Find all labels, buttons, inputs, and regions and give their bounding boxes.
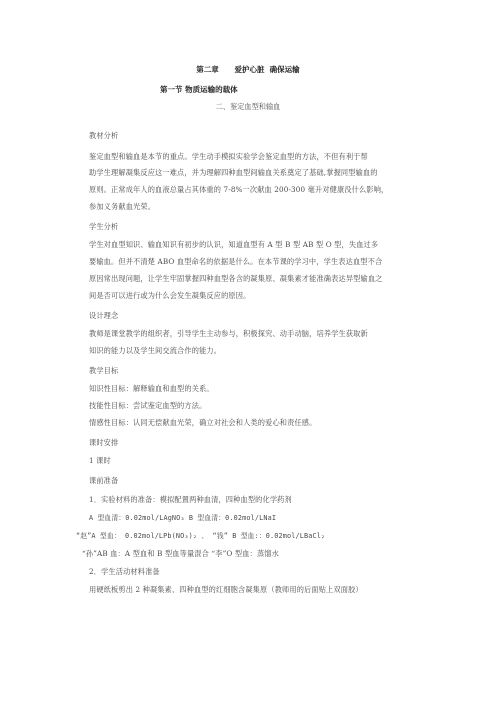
prep-item-2: 2．学生活动材料准备	[89, 567, 160, 576]
design-line-2: 知识的能力以及学生间交流合作的能力。	[89, 346, 222, 355]
analysis-line-4: 参加义务献血光荣。	[89, 202, 156, 211]
schedule-heading: 课时安排	[89, 438, 119, 447]
chapter-heading: 第二章 爱护心脏 确保运输	[196, 65, 300, 74]
prep-blood-ab-line: “赵”A 型血： 0.02mol/LPb(NO₃)₂ 、 “钱” B 型血:：0.02mol/LBaCl₂	[76, 532, 326, 540]
goal-heading: 教学目标	[89, 366, 119, 375]
student-line-3: 原因常出现问题，让学生牢固掌握四种血型各含的凝集原、凝集素才能准确表达异型输血之	[89, 274, 383, 283]
prep-serum-line: A 型血清：0.02mol/LAgNO₃ B 型血清：0.02mol/LNaI	[89, 514, 277, 522]
student-line-1: 学生对血型知识、输血知识有初步的认识，知道血型有 A 型 B 型 AB 型 O 型，失血过多	[89, 240, 379, 249]
design-line-1: 教师是课堂教学的组织者，引导学生主动参与，积极探究、动手动脑，培养学生获取新	[89, 329, 368, 338]
analysis-line-1: 鉴定血型和输血是本节的重点。学生动手模拟实验学会鉴定血型的方法，不但有利于帮	[89, 152, 368, 161]
schedule-value: 1 课时	[89, 456, 111, 465]
student-line-4: 间是否可以进行或为什么会发生凝集反应的原因。	[89, 291, 251, 300]
student-line-2: 要输血。但并不清楚 ABO 血型命名的依据是什么。在本节课的学习中，学生表达血型不合	[89, 257, 383, 266]
section-heading: 第一节 物质运输的载体	[160, 85, 238, 94]
subsection-heading: 二、鉴定血型和输血	[215, 102, 281, 111]
analysis-heading: 教材分析	[89, 131, 119, 140]
prep-item-1: 1．实验材料的准备：模拟配置两种血清，四种血型的化学药剂	[89, 495, 292, 504]
analysis-line-2: 助学生理解凝集反应这一难点，并为理解四种血型间输血关系奠定了基础,掌握同型输血的	[89, 168, 378, 177]
design-heading: 设计理念	[89, 311, 119, 320]
goal-emotion: 情感性目标：认同无偿献血光荣，确立对社会和人类的爱心和责任感。	[89, 418, 317, 427]
analysis-line-3: 原则。正常成年人的血液总量占其体重的 7-8%一次献血 200-300 毫升对健康没什么影响，	[89, 185, 389, 194]
prep-blood-abo-line: “孙”AB 血：A 型血和 B 型血等量混合 “李”O 型血：蒸馏水	[82, 549, 279, 558]
prep-heading: 课前准备	[89, 476, 119, 485]
student-heading: 学生分析	[89, 222, 119, 231]
goal-skill: 技能性目标：尝试鉴定血型的方法。	[89, 401, 207, 410]
goal-knowledge: 知识性目标：解释输血和血型的关系。	[89, 384, 214, 393]
prep-item-2-detail: 用硬纸板剪出 2 种凝集素、四种血型的红细胞含凝集原（教师用的后面贴上双面胶）	[89, 585, 363, 594]
